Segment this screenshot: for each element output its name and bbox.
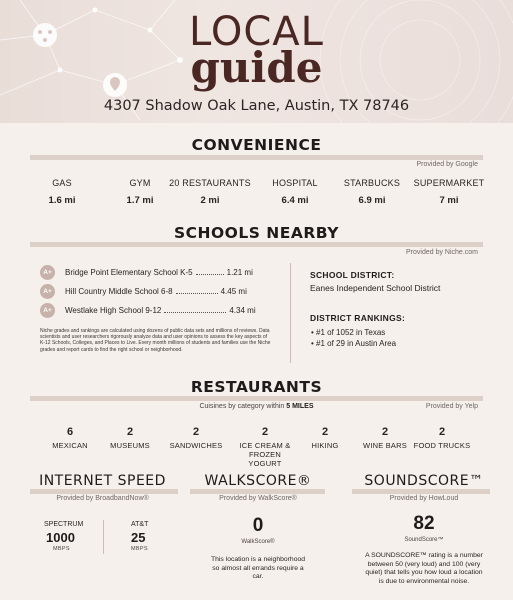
school-name: Hill Country Middle School 6-8	[65, 286, 173, 296]
schools-provider: Provided by Niche.com	[406, 249, 478, 256]
restaurant-category: 6 MEXICAN	[52, 426, 88, 450]
header-banner	[0, 0, 513, 123]
school-distance: 1.21 mi	[226, 267, 253, 277]
grade-badge: A+	[40, 265, 55, 280]
convenience-item-gym: GYM 1.7 mi	[126, 178, 154, 206]
isp-name: SPECTRUM	[44, 521, 84, 528]
convenience-divider	[30, 155, 483, 160]
isp-speed: 25	[131, 530, 146, 545]
isp-unit: MBPS	[131, 546, 148, 552]
restaurant-category: 2 ICE CREAM & FROZEN YOGURT	[239, 426, 291, 468]
restaurant-category: 2 FOOD TRUCKS	[413, 426, 471, 450]
school-row	[40, 265, 253, 279]
convenience-item-gas: GAS 1.6 mi	[48, 178, 76, 206]
school-name: Westlake High School 9-12	[65, 305, 162, 315]
convenience-provider: Provided by Google	[416, 161, 478, 168]
soundscore-title: SOUNDSCORE™	[364, 473, 484, 489]
restaurants-provider: Provided by Yelp	[425, 403, 478, 410]
ranking-item: • #1 of 1052 in Texas	[311, 328, 386, 337]
grade-badge: A+	[40, 303, 55, 318]
soundscore-provider: Provided by HowLoud	[389, 495, 459, 502]
leader-dots	[164, 307, 226, 313]
internet-provider: Provided by BroadbandNow®	[56, 495, 149, 502]
school-distance: 4.34 mi	[229, 305, 256, 315]
restaurants-title: RESTAURANTS	[190, 378, 323, 396]
restaurants-divider	[30, 396, 483, 401]
schools-title: SCHOOLS NEARBY	[174, 224, 339, 242]
soundscore-label: SoundScore™	[404, 537, 444, 543]
title-guide: guide	[190, 43, 323, 92]
isp-separator	[103, 520, 104, 554]
convenience-item-supermarket: SUPERMARKET 7 mi	[413, 178, 485, 206]
leader-dots	[196, 269, 224, 275]
isp-speed: 1000	[46, 530, 75, 545]
internet-divider	[30, 489, 178, 494]
walkscore-title: WALKSCORE®	[204, 473, 312, 489]
convenience-item-restaurants: 20 RESTAURANTS 2 mi	[169, 178, 251, 206]
walkscore-value: 0	[252, 515, 264, 536]
grade-badge: A+	[40, 284, 55, 299]
school-row	[40, 284, 247, 298]
convenience-title: CONVENIENCE	[191, 136, 322, 154]
walkscore-provider: Provided by WalkScore®	[219, 495, 297, 502]
rankings-heading: DISTRICT RANKINGS:	[310, 313, 406, 323]
schools-separator	[290, 263, 291, 363]
walkscore-description: This location is a neighborhood so almost all errands require a car.	[210, 556, 306, 580]
restaurant-category: 2 HIKING	[311, 426, 339, 450]
ranking-item: • #1 of 29 in Austin Area	[311, 339, 397, 348]
leader-dots	[176, 288, 218, 294]
soundscore-divider	[352, 489, 490, 494]
soundscore-description: A SOUNDSCORE™ rating is a number between 50 (very loud) and 100 (very quiet) that tells you how loud a location is due to environmental noise.	[365, 552, 483, 585]
soundscore-value: 82	[413, 513, 435, 534]
internet-title: INTERNET SPEED	[39, 473, 166, 489]
restaurant-category: 2 WINE BARS	[363, 426, 407, 450]
schools-divider	[30, 242, 483, 247]
title-local: LOCAL	[189, 9, 324, 55]
cuisines-caption: Cuisines by category within 5 MILES	[199, 403, 314, 410]
convenience-item-hospital: HOSPITAL 6.4 mi	[272, 178, 318, 206]
walkscore-divider	[190, 489, 325, 494]
restaurant-category: 2 MUSEUMS	[110, 426, 150, 450]
restaurant-category: 2 SANDWICHES	[169, 426, 223, 450]
isp-name: AT&T	[131, 521, 149, 528]
school-name: Bridge Point Elementary School K-5	[65, 267, 193, 277]
school-row	[40, 303, 256, 317]
walkscore-label: WalkScore®	[241, 539, 275, 545]
property-address: 4307 Shadow Oak Lane, Austin, TX 78746	[103, 98, 410, 114]
isp-unit: MBPS	[53, 546, 70, 552]
school-distance: 4.45 mi	[220, 286, 247, 296]
niche-note: Niche grades and rankings are calculated using dozens of public data sets and millions of reviews. Data scientists and user researchers rigorously analyze data and user opinions to assess the key aspects of K-12 Schools, Colleges, and Places to Live. Every month millions of students and families use the Niche grades and report cards to find the right school or neighborhood.	[40, 328, 271, 353]
district-name: Eanes Independent School District	[310, 283, 441, 293]
convenience-item-starbucks: STARBUCKS 6.9 mi	[343, 178, 401, 206]
district-heading: SCHOOL DISTRICT:	[310, 270, 395, 280]
